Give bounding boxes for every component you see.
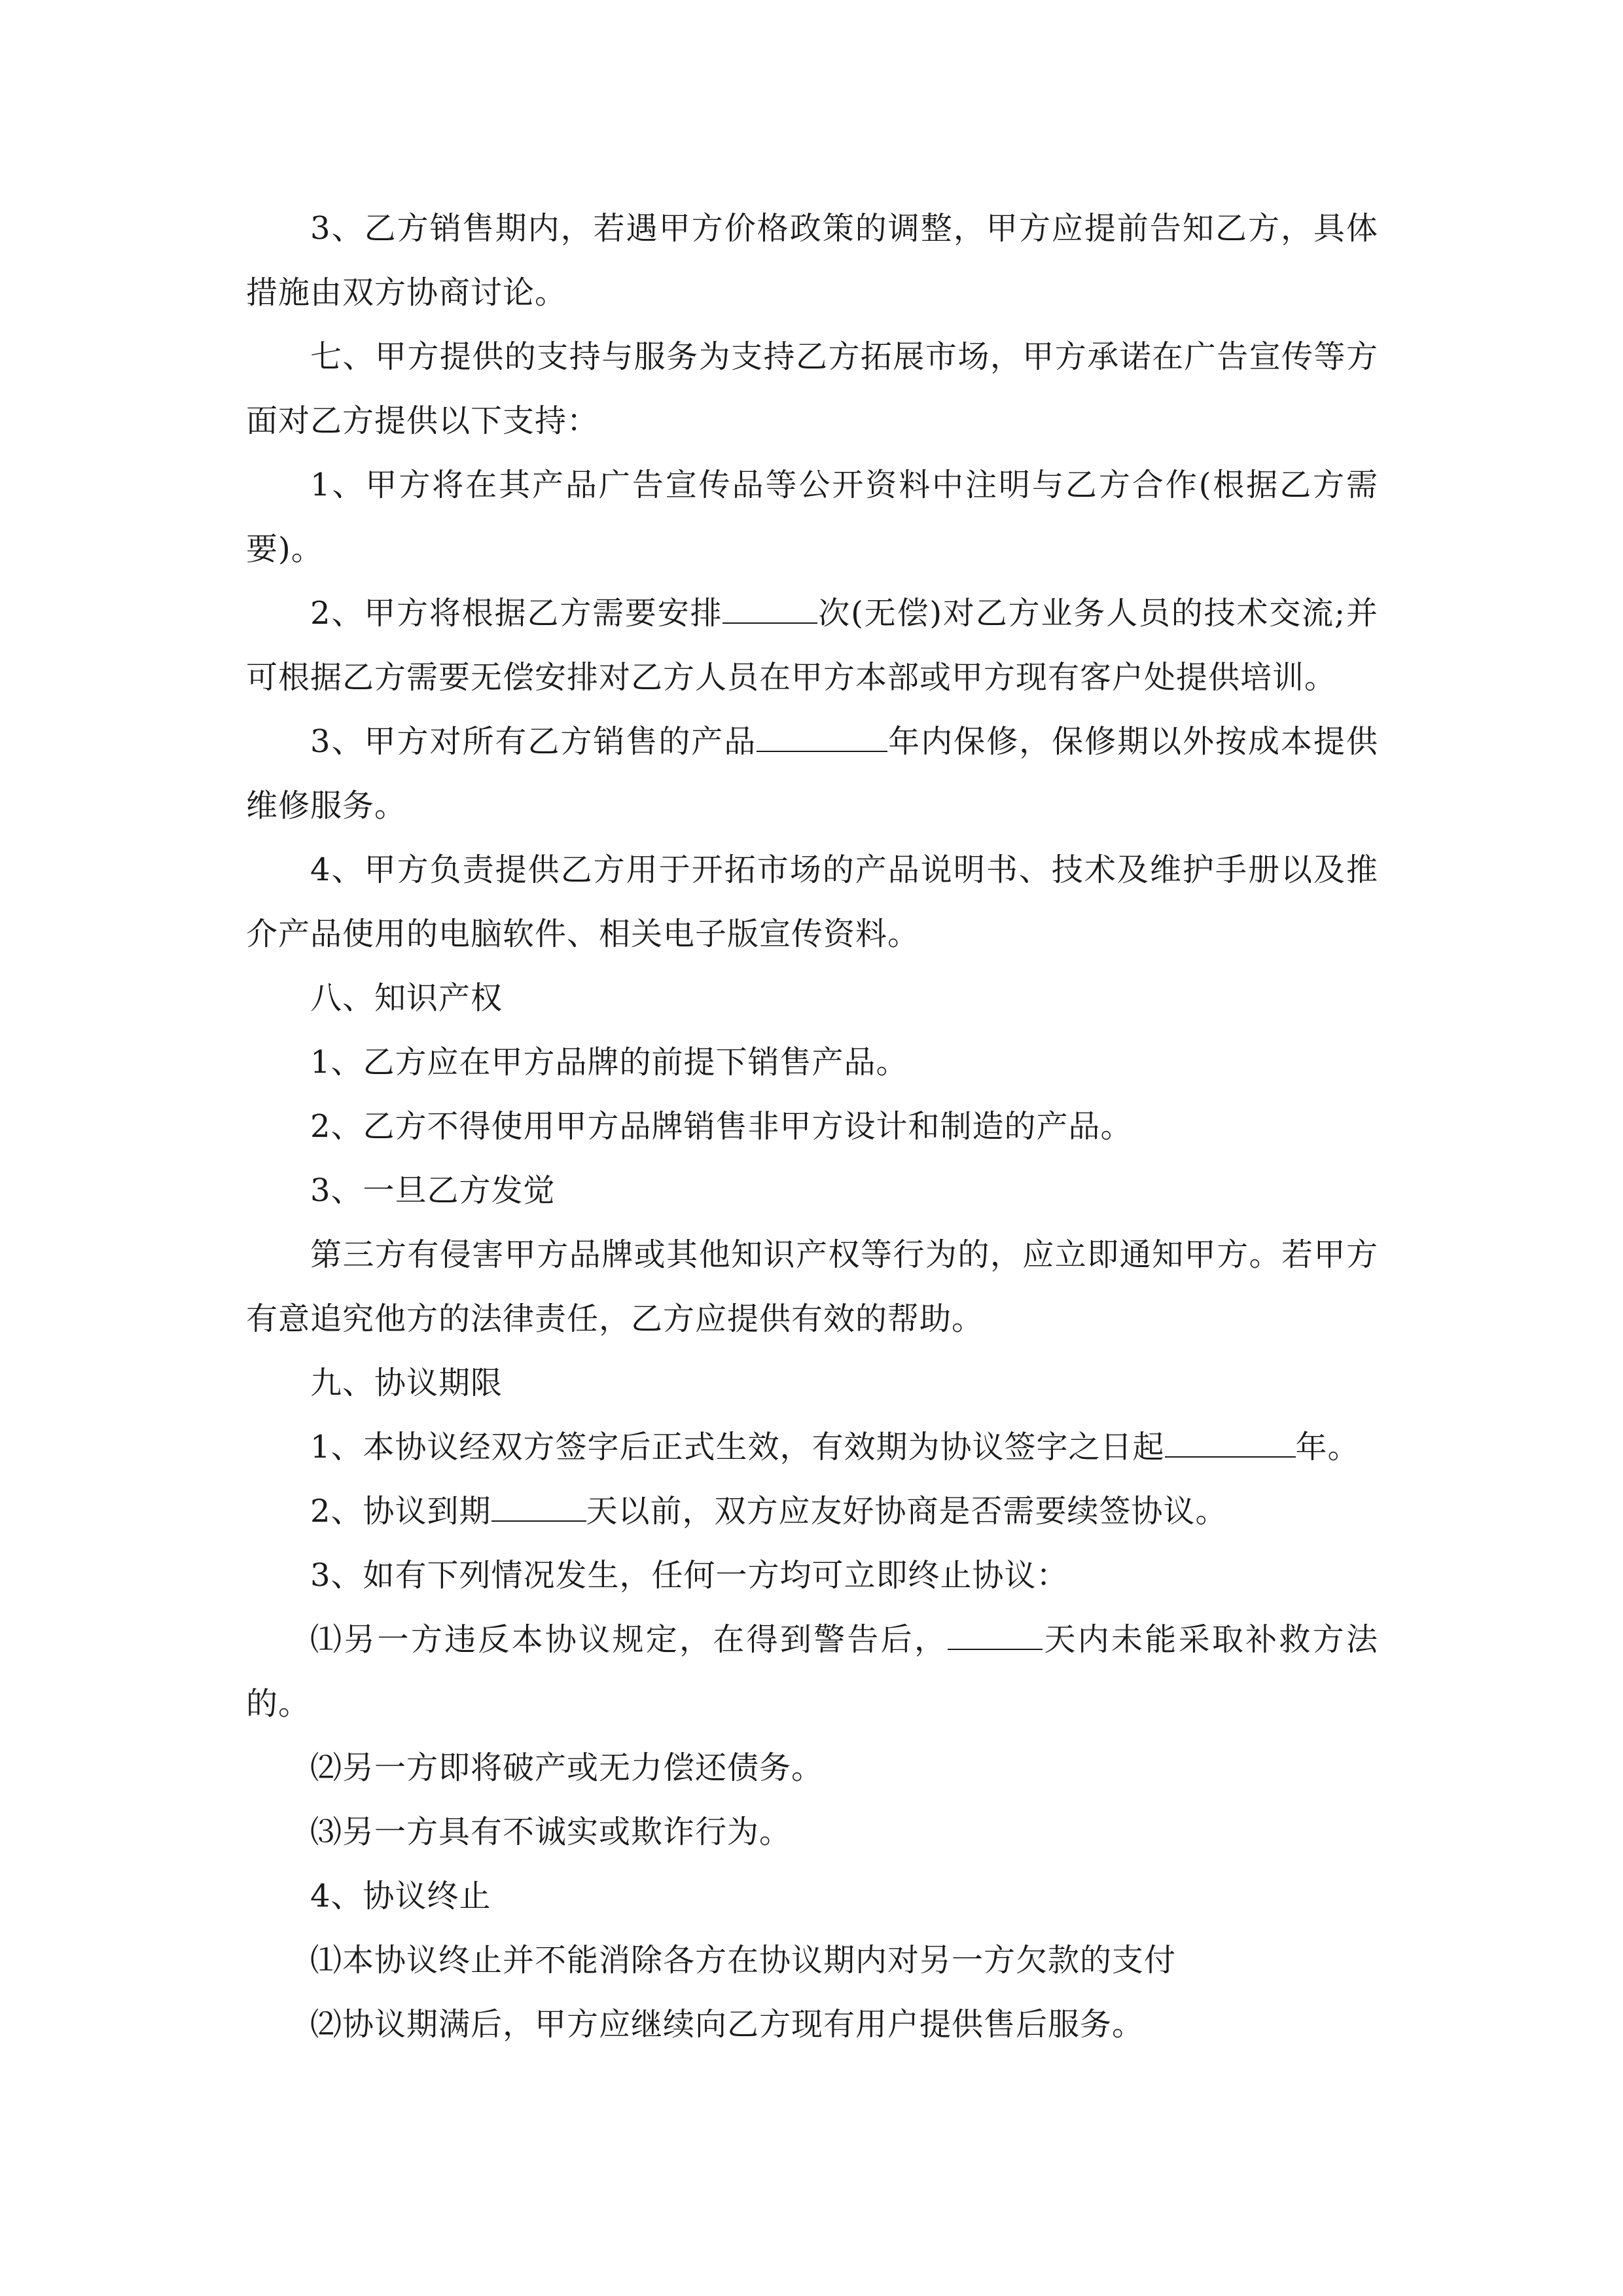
text-segment: 1、甲方将在其产品广告宣传品等公开资料中注明与乙方合作(根据乙方需要)。 <box>246 467 1378 567</box>
paragraph-ip-1 <box>246 1030 1378 1094</box>
paragraph-ip-2 <box>246 1094 1378 1158</box>
text-segment: 七、甲方提供的支持与服务为支持乙方拓展市场，甲方承诺在广告宣传等方面对乙方提供以下支持： <box>246 338 1378 439</box>
text-segment: ⑴另一方违反本协议规定，在得到警告后， <box>310 1621 948 1658</box>
text-segment: 第三方有侵害甲方品牌或其他知识产权等行为的，应立即通知甲方。若甲方有意追究他方的法律责任，乙方应提供有效的帮助。 <box>246 1236 1378 1337</box>
fill-in-blank[interactable] <box>1165 1430 1296 1458</box>
text-segment: 1、乙方应在甲方品牌的前提下销售产品。 <box>310 1044 908 1081</box>
paragraph-term-3-item-3 <box>246 1800 1378 1864</box>
document-body <box>246 196 1378 2056</box>
text-segment: 3、如有下列情况发生，任何一方均可立即终止协议： <box>310 1557 1069 1594</box>
text-segment: 3、甲方对所有乙方销售的产品 <box>310 723 757 760</box>
paragraph-term-4-item-2 <box>246 1992 1378 2056</box>
paragraph-support-1 <box>246 453 1378 581</box>
text-segment: ⑵另一方即将破产或无力偿还债务。 <box>310 1749 824 1786</box>
paragraph-support-2 <box>246 581 1378 709</box>
section-heading-term <box>246 1351 1378 1415</box>
text-segment: 3、乙方销售期内，若遇甲方价格政策的调整，甲方应提前告知乙方，具体措施由双方协商讨论。 <box>246 210 1378 311</box>
text-segment: 次(无偿)对乙方业务人员的技术交流;并可根据乙方需要无偿安排对乙方人员在甲方本部或甲方现有客户处提供培训。 <box>246 595 1378 696</box>
paragraph-ip-3-cont <box>246 1223 1378 1351</box>
section-heading-ip <box>246 966 1378 1030</box>
text-segment: 2、协议到期 <box>310 1493 491 1530</box>
text-segment: 年内保修，保修期以外按成本提供维修服务。 <box>246 723 1378 824</box>
text-segment: ⑶另一方具有不诚实或欺诈行为。 <box>310 1814 792 1850</box>
paragraph-term-3-item-2 <box>246 1736 1378 1800</box>
paragraph-term-4 <box>246 1864 1378 1928</box>
text-segment: 天内未能采取补救方法的。 <box>246 1621 1378 1722</box>
text-segment: 年。 <box>1295 1429 1360 1465</box>
paragraph-term-4-item-1 <box>246 1928 1378 1992</box>
text-segment: ⑵协议期满后，甲方应继续向乙方现有用户提供售后服务。 <box>310 2006 1145 2043</box>
paragraph-support-3 <box>246 709 1378 838</box>
text-segment: 天以前，双方应友好协商是否需要续签协议。 <box>586 1493 1228 1530</box>
paragraph-ip-3 <box>246 1158 1378 1223</box>
paragraph-term-3 <box>246 1543 1378 1607</box>
paragraph-term-2 <box>246 1479 1378 1543</box>
fill-in-blank[interactable] <box>948 1623 1043 1650</box>
paragraph-term-1 <box>246 1415 1378 1479</box>
text-segment: 3、一旦乙方发觉 <box>310 1172 556 1209</box>
paragraph-term-3-item-1 <box>246 1607 1378 1736</box>
text-segment: 1、本协议经双方签字后正式生效，有效期为协议签字之日起 <box>310 1429 1165 1465</box>
text-segment: 4、协议终止 <box>310 1878 491 1914</box>
paragraph-price-policy <box>246 196 1378 325</box>
text-segment: 2、甲方将根据乙方需要安排 <box>310 595 723 632</box>
text-segment: 2、乙方不得使用甲方品牌销售非甲方设计和制造的产品。 <box>310 1108 1133 1145</box>
text-segment: 4、甲方负责提供乙方用于开拓市场的产品说明书、技术及维护手册以及推介产品使用的电脑软件、相关电子版宣传资料。 <box>246 852 1378 952</box>
fill-in-blank[interactable] <box>722 596 817 624</box>
text-segment: ⑴本协议终止并不能消除各方在协议期内对另一方欠款的支付 <box>310 1942 1177 1979</box>
text-segment: 九、协议期限 <box>310 1365 503 1401</box>
text-segment: 八、知识产权 <box>310 980 503 1016</box>
fill-in-blank[interactable] <box>491 1494 586 1522</box>
paragraph-support-4 <box>246 838 1378 966</box>
section-heading-support <box>246 325 1378 453</box>
fill-in-blank[interactable] <box>757 725 887 752</box>
